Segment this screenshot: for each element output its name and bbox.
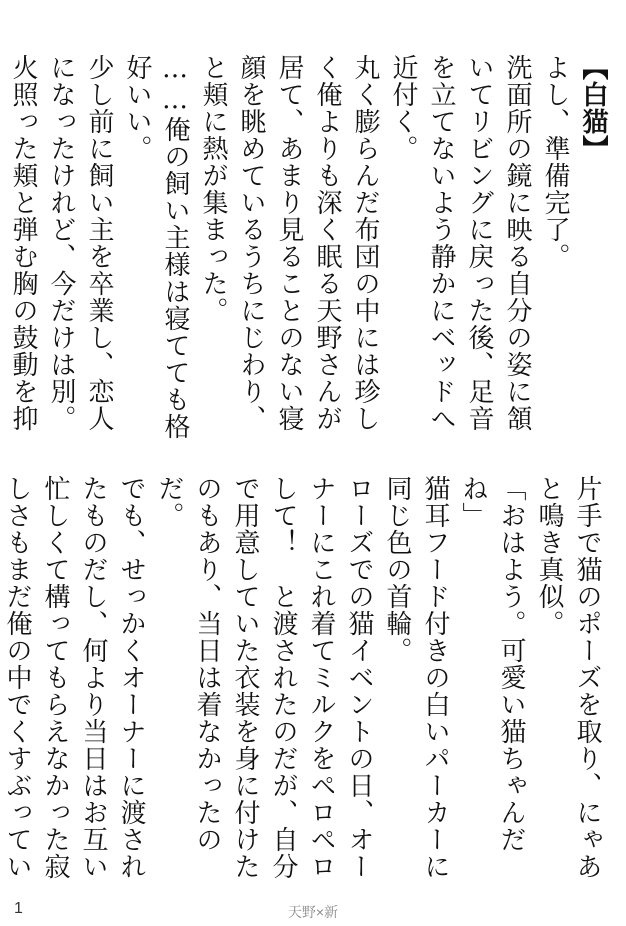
paragraph: 少し前に飼い主を卒業し、恋人になったけれど、今だけは別。 — [46, 54, 114, 432]
text-block-bottom — [2, 475, 606, 885]
paragraph: よし、準備完了。 — [540, 54, 570, 270]
paragraph: でも、せっかくオーナーに渡されたものだし、何より当日はお互い忙しくて構ってもらえなかった寂しさもまだ俺の中でくすぶってい — [2, 475, 146, 880]
paragraph: ローズでの猫イベントの日、オーナーにこれ着てミルクをペロペロして！ と渡されたのだが、自分で用意していた衣装を身に付けたのもあり、当日は着なかったのだ。 — [154, 475, 374, 880]
paragraph: 「おはよう。可愛い猫ちゃんだね」 — [458, 475, 526, 853]
footer-title: 天野×新 — [287, 904, 339, 920]
text-block-top — [8, 54, 612, 452]
paragraph: 片手で猫のポーズを取り、にゃあと鳴き真似。 — [534, 475, 602, 880]
page-number: 1 — [14, 900, 23, 917]
paragraph: 火照った頬と弾む胸の鼓動を抑 — [8, 54, 38, 432]
chapter-heading: 【白猫】 — [578, 54, 608, 162]
paragraph: ……俺の飼い主様は寝てても格好いい。 — [122, 54, 190, 440]
paragraph: 丸く膨らんだ布団の中には珍しく俺よりも深く眠る天野さんが居て、あまり見ることのない寝顔を眺めているうちにじわり、と頬に熱が集まった。 — [198, 54, 380, 432]
paragraph: 洗面所の鏡に映る自分の姿に頷いてリビングに戻った後、足音を立てないよう静かにベッドへ近付く。 — [388, 54, 532, 432]
paragraph: 猫耳フード付きの白いパーカーに同じ色の首輪。 — [382, 475, 450, 880]
